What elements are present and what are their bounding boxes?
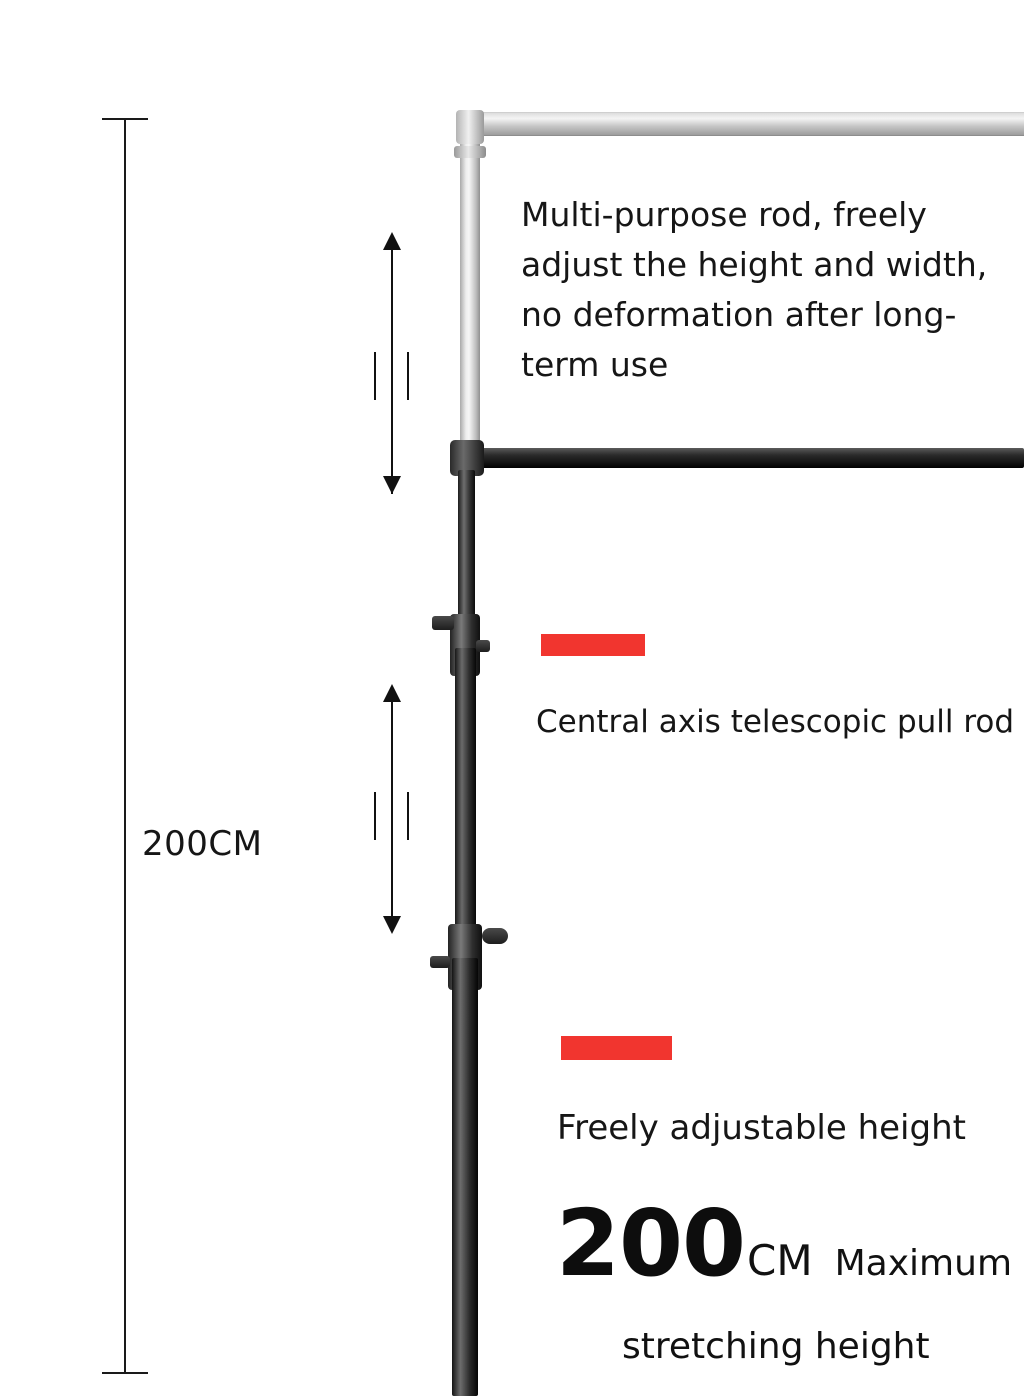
spec-qualifier: Maximum (834, 1243, 1013, 1284)
red-marker-icon (541, 634, 645, 656)
silver-corner-joint (456, 110, 484, 144)
dimension-arrow-lower (391, 700, 393, 932)
silver-collar (454, 146, 486, 158)
dimension-arrow-upper (391, 248, 393, 494)
callout-freely-adjustable-height: Freely adjustable height (557, 1108, 966, 1148)
arrow-tick-left (374, 792, 376, 840)
arrow-tick-left (374, 352, 376, 400)
spec-value: 200 (556, 1190, 746, 1297)
knob-upper-right (476, 640, 490, 652)
column-section-lower (452, 958, 478, 1396)
spec-unit: CM (747, 1236, 813, 1285)
dimension-cap-bottom (102, 1372, 148, 1374)
black-crossbar (470, 448, 1024, 468)
red-marker-icon (561, 1036, 672, 1060)
arrow-tick-right (407, 792, 409, 840)
callout-central-axis: Central axis telescopic pull rod (536, 704, 1015, 740)
column-section-middle (455, 648, 476, 948)
arrow-tick-right (407, 352, 409, 400)
spec-description: stretching height (622, 1326, 930, 1367)
callout-multi-purpose-rod: Multi-purpose rod, freely adjust the height and width, no deformation after long-term use (521, 195, 988, 384)
dimension-line-overall (124, 118, 126, 1374)
arrow-head-down-icon (383, 916, 401, 934)
arrow-head-down-icon (383, 476, 401, 494)
knob-upper-left (432, 616, 454, 630)
spec-headline (556, 1190, 1013, 1297)
knob-lower-right (482, 928, 508, 944)
silver-crossbar (468, 112, 1024, 136)
overall-height-label: 200CM (142, 824, 263, 864)
silver-vertical-rod (460, 124, 480, 456)
knob-lower-left (430, 956, 450, 968)
